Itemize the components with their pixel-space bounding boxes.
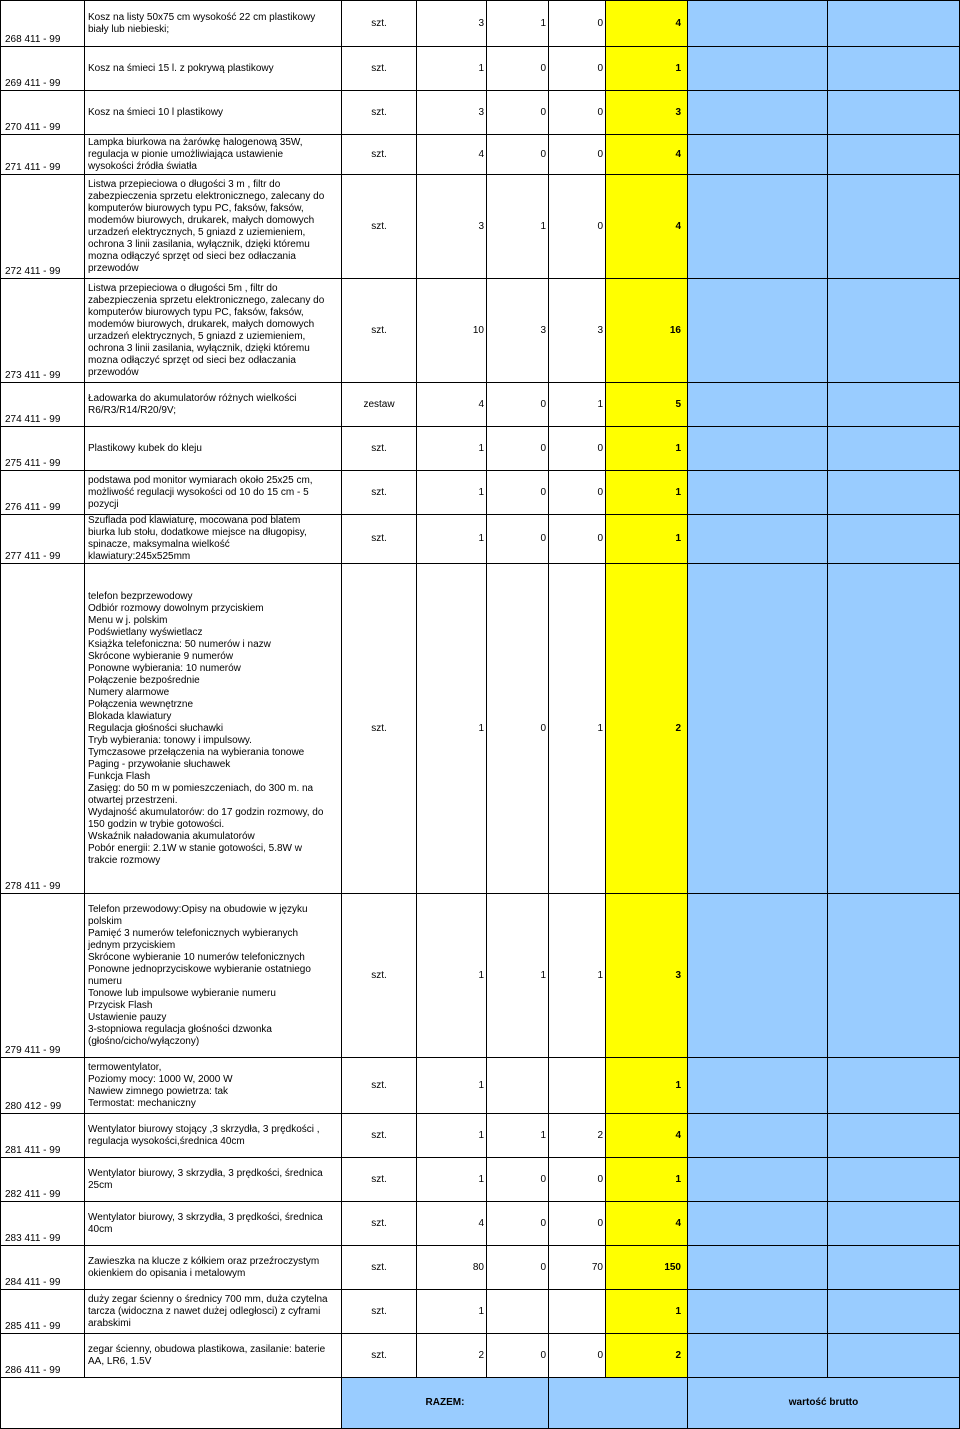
item-description-text: Zawieszka na klucze z kółkiem oraz przeźroczystym okienkiem do opisania i metalowym: [88, 1255, 320, 1279]
item-description: [85, 47, 342, 91]
item-description-text: Kosz na listy 50x75 cm wysokość 22 cm plastikowy biały lub niebieski;: [88, 11, 316, 35]
item-qty-2: 0: [487, 91, 549, 135]
item-unit: szt.: [342, 515, 417, 564]
table-row: [1, 1290, 960, 1334]
table-row: [1, 1334, 960, 1378]
item-description-text: Kosz na śmieci 10 l plastikowy: [88, 106, 224, 118]
item-qty-1: 1: [417, 1114, 487, 1158]
item-unit-price: [688, 564, 828, 894]
item-sum: 1: [606, 471, 688, 515]
item-unit: szt.: [342, 1158, 417, 1202]
item-qty-1: 1: [417, 471, 487, 515]
item-value: [828, 1202, 960, 1246]
item-unit-price: [688, 515, 828, 564]
item-unit-price: [688, 175, 828, 279]
item-qty-1: 1: [417, 1290, 487, 1334]
item-qty-2: 0: [487, 135, 549, 175]
item-description: [85, 471, 342, 515]
table-row: [1, 47, 960, 91]
item-description: [85, 1, 342, 47]
item-number: 268 411 - 99: [1, 1, 85, 47]
items-body: [1, 1, 960, 1429]
item-qty-2: 0: [487, 427, 549, 471]
item-qty-1: 1: [417, 894, 487, 1058]
item-value: [828, 427, 960, 471]
item-qty-2: 1: [487, 1, 549, 47]
item-unit: szt.: [342, 91, 417, 135]
table-row: [1, 1246, 960, 1290]
item-qty-1: 4: [417, 383, 487, 427]
item-qty-3: 0: [549, 47, 606, 91]
table-row: [1, 564, 960, 894]
item-unit-price: [688, 1246, 828, 1290]
item-unit-price: [688, 1202, 828, 1246]
item-qty-2: 1: [487, 894, 549, 1058]
item-qty-1: 4: [417, 1202, 487, 1246]
item-description-text: Wentylator biurowy, 3 skrzydła, 3 prędkości, średnica 40cm: [88, 1211, 323, 1235]
item-qty-2: 0: [487, 1158, 549, 1202]
item-unit: szt.: [342, 1290, 417, 1334]
item-qty-3: 1: [549, 564, 606, 894]
item-qty-2: 3: [487, 279, 549, 383]
total-label: RAZEM:: [342, 1378, 549, 1429]
item-qty-3: 2: [549, 1114, 606, 1158]
item-description-text: duży zegar ścienny o średnicy 700 mm, duża czytelna tarcza (widoczna z nawet dużej odległosci) z cyframi arabskimi: [88, 1293, 328, 1329]
item-qty-1: 3: [417, 91, 487, 135]
item-number: 275 411 - 99: [1, 427, 85, 471]
item-value: [828, 1246, 960, 1290]
item-qty-2: 0: [487, 564, 549, 894]
item-sum: 1: [606, 1290, 688, 1334]
item-unit: szt.: [342, 1334, 417, 1378]
table-row: [1, 279, 960, 383]
item-qty-1: 1: [417, 47, 487, 91]
item-value: [828, 1334, 960, 1378]
item-value: [828, 1114, 960, 1158]
item-qty-1: 2: [417, 1334, 487, 1378]
item-qty-1: 3: [417, 175, 487, 279]
table-row: [1, 1114, 960, 1158]
item-value: [828, 1, 960, 47]
item-qty-3: 1: [549, 383, 606, 427]
item-value: [828, 175, 960, 279]
item-unit: szt.: [342, 564, 417, 894]
item-unit-price: [688, 427, 828, 471]
item-unit: szt.: [342, 894, 417, 1058]
item-sum: 16: [606, 279, 688, 383]
item-value: [828, 1290, 960, 1334]
item-number: 273 411 - 99: [1, 279, 85, 383]
item-qty-2: 0: [487, 1334, 549, 1378]
item-description: [85, 1290, 342, 1334]
item-description: [85, 1202, 342, 1246]
item-unit-price: [688, 135, 828, 175]
item-qty-3: [549, 1058, 606, 1114]
item-number: 270 411 - 99: [1, 91, 85, 135]
item-sum: 4: [606, 1202, 688, 1246]
item-unit-price: [688, 1058, 828, 1114]
item-description: [85, 894, 342, 1058]
item-number: 269 411 - 99: [1, 47, 85, 91]
item-unit: szt.: [342, 1114, 417, 1158]
item-unit-price: [688, 1, 828, 47]
item-number: 277 411 - 99: [1, 515, 85, 564]
gross-value-label: wartość brutto: [688, 1378, 960, 1429]
item-qty-1: 1: [417, 1158, 487, 1202]
item-description-text: Lampka biurkowa na żarówkę halogenową 35W, regulacja w pionie umożliwiająca ustawienie wysokości źródła światła: [88, 136, 303, 172]
item-unit: szt.: [342, 135, 417, 175]
item-qty-3: 0: [549, 1, 606, 47]
item-qty-2: 1: [487, 1114, 549, 1158]
item-qty-2: 0: [487, 1246, 549, 1290]
item-value: [828, 515, 960, 564]
item-qty-3: 1: [549, 894, 606, 1058]
item-description: [85, 1058, 342, 1114]
item-unit: zestaw: [342, 383, 417, 427]
item-qty-1: 80: [417, 1246, 487, 1290]
table-row: [1, 515, 960, 564]
item-unit: szt.: [342, 175, 417, 279]
table-row: [1, 894, 960, 1058]
item-number: 274 411 - 99: [1, 383, 85, 427]
item-value: [828, 47, 960, 91]
item-qty-1: 1: [417, 564, 487, 894]
item-description: [85, 135, 342, 175]
item-qty-2: 0: [487, 471, 549, 515]
item-description-text: Listwa przepieciowa o długości 5m , filtr do zabezpieczenia sprzetu elektronicznego, zalecany do komputerów biurowych typu PC, faksów, faksów, modemów biurowych, drukarek, małych domowych urzadzeń elektrycznych, 5 gniazd z uziemieniem, ochrona 3 linii zasilania, wyłącznik, dzięki któremu mozna odłączyć sprzęt od sieci bez odłaczania przewodów: [88, 282, 325, 378]
item-sum: 1: [606, 515, 688, 564]
table-row: [1, 383, 960, 427]
item-qty-3: 0: [549, 175, 606, 279]
table-row: [1, 135, 960, 175]
item-number: 279 411 - 99: [1, 894, 85, 1058]
item-description-text: Kosz na śmieci 15 l. z pokrywą plastikowy: [88, 62, 274, 74]
item-value: [828, 1058, 960, 1114]
item-unit-price: [688, 1158, 828, 1202]
item-qty-2: [487, 1058, 549, 1114]
item-value: [828, 1158, 960, 1202]
item-number: 281 411 - 99: [1, 1114, 85, 1158]
item-sum: 150: [606, 1246, 688, 1290]
table-row: [1, 427, 960, 471]
item-qty-2: 1: [487, 175, 549, 279]
item-sum: 2: [606, 564, 688, 894]
item-description-text: telefon bezprzewodowy Odbiór rozmowy dowolnym przyciskiem Menu w j. polskim Podświetlany wyświetlacz Książka telefoniczna: 50 numerów i nazw Skrócone wybieranie 9 numerów Ponowne wybierania: 10 numerów Połączenie bezpośrednie Numery alarmowe Połączenia wewnętrzne Blokada klawiatury Regulacja głośności słuchawki Tryb wybierania: tonowy i impulsowy. Tymczasowe przełączenia na wybierania tonowe Paging - przywołanie słuchawek Funkcja Flash Zasięg: do 50 m w pomieszczeniach, do 300 m. na otwartej przestrzeni. Wydajność akumulatorów: do 17 godzin rozmowy, do 150 godzin w trybie gotowości. Wskaźnik naładowania akumulatorów Pobór energii: 2.1W w stanie gotowości, 5.8W w trakcie rozmowy: [88, 590, 324, 866]
item-value: [828, 564, 960, 894]
item-unit: szt.: [342, 1058, 417, 1114]
item-qty-3: 0: [549, 1334, 606, 1378]
item-unit: szt.: [342, 471, 417, 515]
item-description-text: termowentylator, Poziomy mocy: 1000 W, 2000 W Nawiew zimnego powietrza: tak Termostat: mechaniczny: [88, 1061, 233, 1109]
item-number: 285 411 - 99: [1, 1290, 85, 1334]
item-qty-1: 3: [417, 1, 487, 47]
item-qty-2: 0: [487, 1202, 549, 1246]
item-description: [85, 383, 342, 427]
item-unit: szt.: [342, 47, 417, 91]
item-qty-3: 0: [549, 1202, 606, 1246]
item-qty-2: 0: [487, 383, 549, 427]
item-description: [85, 1334, 342, 1378]
item-unit-price: [688, 1114, 828, 1158]
item-qty-3: 70: [549, 1246, 606, 1290]
item-sum: 4: [606, 135, 688, 175]
item-sum: 1: [606, 1058, 688, 1114]
item-qty-2: [487, 1290, 549, 1334]
item-unit: szt.: [342, 1246, 417, 1290]
table-row: [1, 1158, 960, 1202]
item-value: [828, 894, 960, 1058]
item-number: 283 411 - 99: [1, 1202, 85, 1246]
item-description: [85, 515, 342, 564]
item-sum: 1: [606, 427, 688, 471]
item-unit-price: [688, 1290, 828, 1334]
item-qty-1: 1: [417, 515, 487, 564]
item-qty-3: 0: [549, 515, 606, 564]
item-unit-price: [688, 383, 828, 427]
item-unit: szt.: [342, 279, 417, 383]
item-qty-3: 0: [549, 1158, 606, 1202]
item-sum: 1: [606, 1158, 688, 1202]
item-unit-price: [688, 894, 828, 1058]
item-number: 286 411 - 99: [1, 1334, 85, 1378]
item-description: [85, 1114, 342, 1158]
item-qty-1: 10: [417, 279, 487, 383]
item-number: 284 411 - 99: [1, 1246, 85, 1290]
item-sum: 4: [606, 1, 688, 47]
item-description: [85, 1246, 342, 1290]
item-number: 272 411 - 99: [1, 175, 85, 279]
item-qty-1: 1: [417, 1058, 487, 1114]
item-qty-2: 0: [487, 47, 549, 91]
item-description: [85, 279, 342, 383]
table-row: [1, 175, 960, 279]
item-sum: 4: [606, 175, 688, 279]
item-qty-2: 0: [487, 515, 549, 564]
item-number: 280 412 - 99: [1, 1058, 85, 1114]
item-description-text: Telefon przewodowy:Opisy na obudowie w języku polskim Pamięć 3 numerów telefonicznych wybieranych jednym przyciskiem Skrócone wybieranie 10 numerów telefonicznych Ponowne jednoprzyciskowe wybieranie ostatniego numeru Tonowe lub impulsowe wybieranie numeru Przycisk Flash Ustawienie pauzy 3-stopniowa regulacja głośności dzwonka (głośno/cicho/wyłączony): [88, 903, 311, 1047]
blank-cell: [1, 1378, 342, 1429]
table-row: [1, 1, 960, 47]
item-description: [85, 91, 342, 135]
item-qty-3: 0: [549, 135, 606, 175]
item-qty-3: 0: [549, 427, 606, 471]
item-description-text: Szuflada pod klawiaturę, mocowana pod blatem biurka lub stołu, dodatkowe miejsce na długopisy, spinacze, maksymalna wielkość klawiatury:245x525mm: [88, 515, 307, 562]
item-unit: szt.: [342, 1202, 417, 1246]
item-sum: 1: [606, 47, 688, 91]
table-row: [1, 471, 960, 515]
item-sum: 3: [606, 894, 688, 1058]
item-number: 271 411 - 99: [1, 135, 85, 175]
table-row: [1, 1058, 960, 1114]
item-qty-3: 3: [549, 279, 606, 383]
item-unit-price: [688, 279, 828, 383]
item-sum: 3: [606, 91, 688, 135]
item-description-text: Plastikowy kubek do kleju: [88, 442, 202, 454]
item-value: [828, 279, 960, 383]
item-sum: 4: [606, 1114, 688, 1158]
item-qty-3: 0: [549, 471, 606, 515]
item-value: [828, 135, 960, 175]
item-description: [85, 427, 342, 471]
item-sum: 5: [606, 383, 688, 427]
item-value: [828, 91, 960, 135]
item-description-text: Wentylator biurowy, 3 skrzydła, 3 prędkości, średnica 25cm: [88, 1167, 323, 1191]
item-number: 278 411 - 99: [1, 564, 85, 894]
item-unit: szt.: [342, 427, 417, 471]
item-description: [85, 1158, 342, 1202]
item-description-text: Ładowarka do akumulatorów różnych wielkości R6/R3/R14/R20/9V;: [88, 392, 297, 416]
item-value: [828, 383, 960, 427]
item-value: [828, 471, 960, 515]
item-qty-1: 1: [417, 427, 487, 471]
item-unit-price: [688, 471, 828, 515]
item-unit-price: [688, 91, 828, 135]
item-sum: 2: [606, 1334, 688, 1378]
item-unit-price: [688, 1334, 828, 1378]
item-description: [85, 175, 342, 279]
table-row: [1, 1202, 960, 1246]
item-description-text: Wentylator biurowy stojący ,3 skrzydła, 3 prędkości , regulacja wysokości,średnica 40cm: [88, 1123, 320, 1147]
item-number: 282 411 - 99: [1, 1158, 85, 1202]
item-description: [85, 564, 342, 894]
item-description-text: podstawa pod monitor wymiarach około 25x25 cm, możliwość regulacji wysokości od 10 do 15 cm - 5 pozycji: [88, 474, 313, 510]
item-number: 276 411 - 99: [1, 471, 85, 515]
total-value: [549, 1378, 688, 1429]
item-description-text: Listwa przepieciowa o długości 3 m , filtr do zabezpieczenia sprzetu elektronicznego, zalecany do komputerów biurowych typu PC, faksów, faksów, modemów biurowych, drukarek, małych domowych urzadzeń elektrycznych, 5 gniazd z uziemieniem, ochrona 3 linii zasilania, wyłącznik, dzięki któremu mozna odłączyć sprzęt od sieci bez odłaczania przewodów: [88, 178, 325, 274]
item-description-text: zegar ścienny, obudowa plastikowa, zasilanie: baterie AA, LR6, 1.5V: [88, 1343, 326, 1367]
totals-row: [1, 1378, 960, 1429]
item-qty-1: 4: [417, 135, 487, 175]
item-qty-3: [549, 1290, 606, 1334]
table-row: [1, 91, 960, 135]
item-unit: szt.: [342, 1, 417, 47]
item-qty-3: 0: [549, 91, 606, 135]
item-unit-price: [688, 47, 828, 91]
